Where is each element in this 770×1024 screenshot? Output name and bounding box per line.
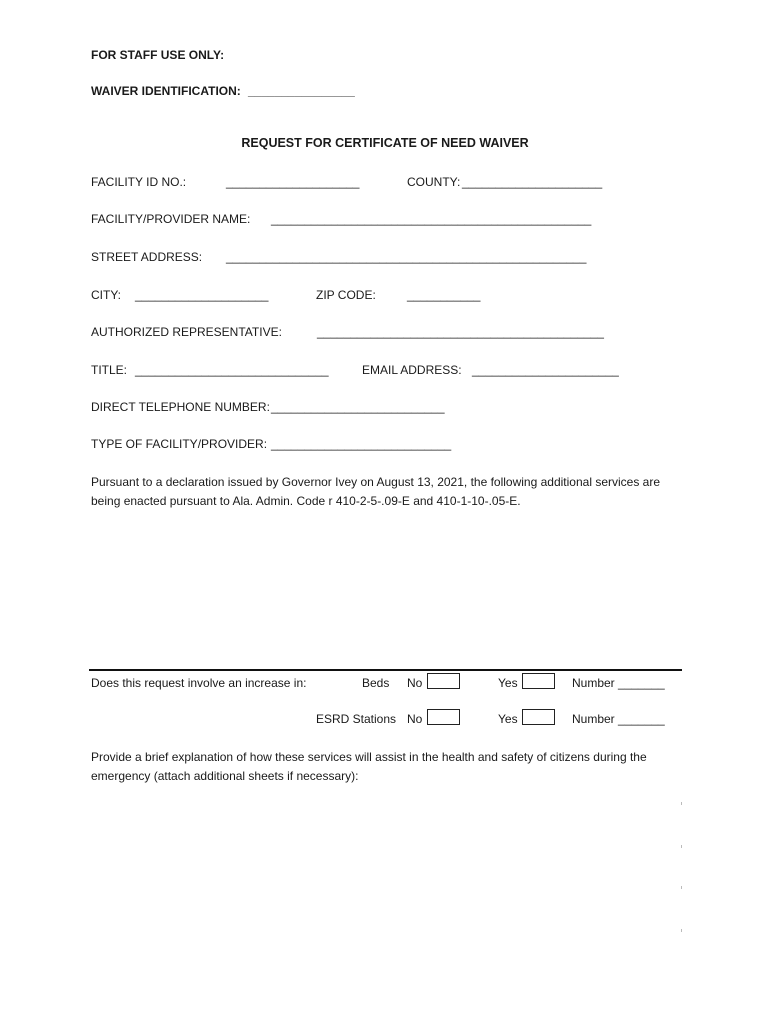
esrd-yes-checkbox[interactable] — [522, 709, 555, 725]
waiver-id-field[interactable]: ________________ — [248, 84, 355, 98]
esrd-no-checkbox[interactable] — [427, 709, 460, 725]
increase-question: Does this request involve an increase in: — [91, 676, 307, 690]
facility-id-label: FACILITY ID NO.: — [91, 175, 187, 189]
beds-yes-checkbox[interactable] — [522, 673, 555, 689]
esrd-yes-label: Yes — [498, 712, 518, 726]
county-field[interactable]: _____________________ — [462, 175, 603, 189]
zip-code-field[interactable]: ___________ — [407, 288, 481, 302]
form-title: REQUEST FOR CERTIFICATE OF NEED WAIVER — [241, 136, 529, 150]
authorized-rep-label: AUTHORIZED REPRESENTATIVE: — [91, 325, 282, 339]
esrd-stations-label: ESRD Stations — [316, 712, 397, 726]
margin-tick — [681, 845, 682, 848]
beds-no-checkbox[interactable] — [427, 673, 460, 689]
beds-no-label: No — [407, 676, 423, 690]
waiver-id-label: WAIVER IDENTIFICATION: — [91, 84, 241, 98]
section-divider — [89, 669, 682, 671]
esrd-no-label: No — [407, 712, 423, 726]
facility-type-field[interactable]: ___________________________ — [271, 437, 452, 451]
esrd-number-field[interactable]: Number _______ — [572, 712, 665, 726]
margin-tick — [681, 886, 682, 889]
title-label: TITLE: — [91, 363, 128, 377]
phone-label: DIRECT TELEPHONE NUMBER: — [91, 400, 270, 414]
phone-field[interactable]: __________________________ — [271, 400, 445, 414]
city-label: CITY: — [91, 288, 122, 302]
beds-yes-label: Yes — [498, 676, 518, 690]
margin-tick — [681, 929, 682, 932]
provider-name-label: FACILITY/PROVIDER NAME: — [91, 212, 251, 226]
email-label: EMAIL ADDRESS: — [362, 363, 462, 377]
email-field[interactable]: ______________________ — [472, 363, 619, 377]
staff-use-heading: FOR STAFF USE ONLY: — [91, 48, 225, 62]
street-address-field[interactable]: ______________________________________________________ — [226, 250, 587, 264]
facility-id-field[interactable]: ____________________ — [226, 175, 360, 189]
margin-tick — [681, 802, 682, 805]
county-label: COUNTY: — [407, 175, 461, 189]
zip-code-label: ZIP CODE: — [316, 288, 376, 302]
title-field[interactable]: _____________________________ — [135, 363, 329, 377]
authorized-rep-field[interactable]: ___________________________________________ — [317, 325, 604, 339]
street-address-label: STREET ADDRESS: — [91, 250, 203, 264]
facility-type-label: TYPE OF FACILITY/PROVIDER: — [91, 437, 268, 451]
city-field[interactable]: ____________________ — [135, 288, 269, 302]
declaration-paragraph: Pursuant to a declaration issued by Governor Ivey on August 13, 2021, the following additional services are being enacted pursuant to Ala. Admin. Code r 410-2-5-.09-E and 410-1-10-.05-E. — [91, 475, 661, 508]
explanation-paragraph: Provide a brief explanation of how these services will assist in the health and safety of citizens during the emergency (attach additional sheets if necessary): — [91, 750, 647, 783]
beds-number-field[interactable]: Number _______ — [572, 676, 665, 690]
provider-name-field[interactable]: ________________________________________________ — [271, 212, 592, 226]
beds-label: Beds — [362, 676, 390, 690]
